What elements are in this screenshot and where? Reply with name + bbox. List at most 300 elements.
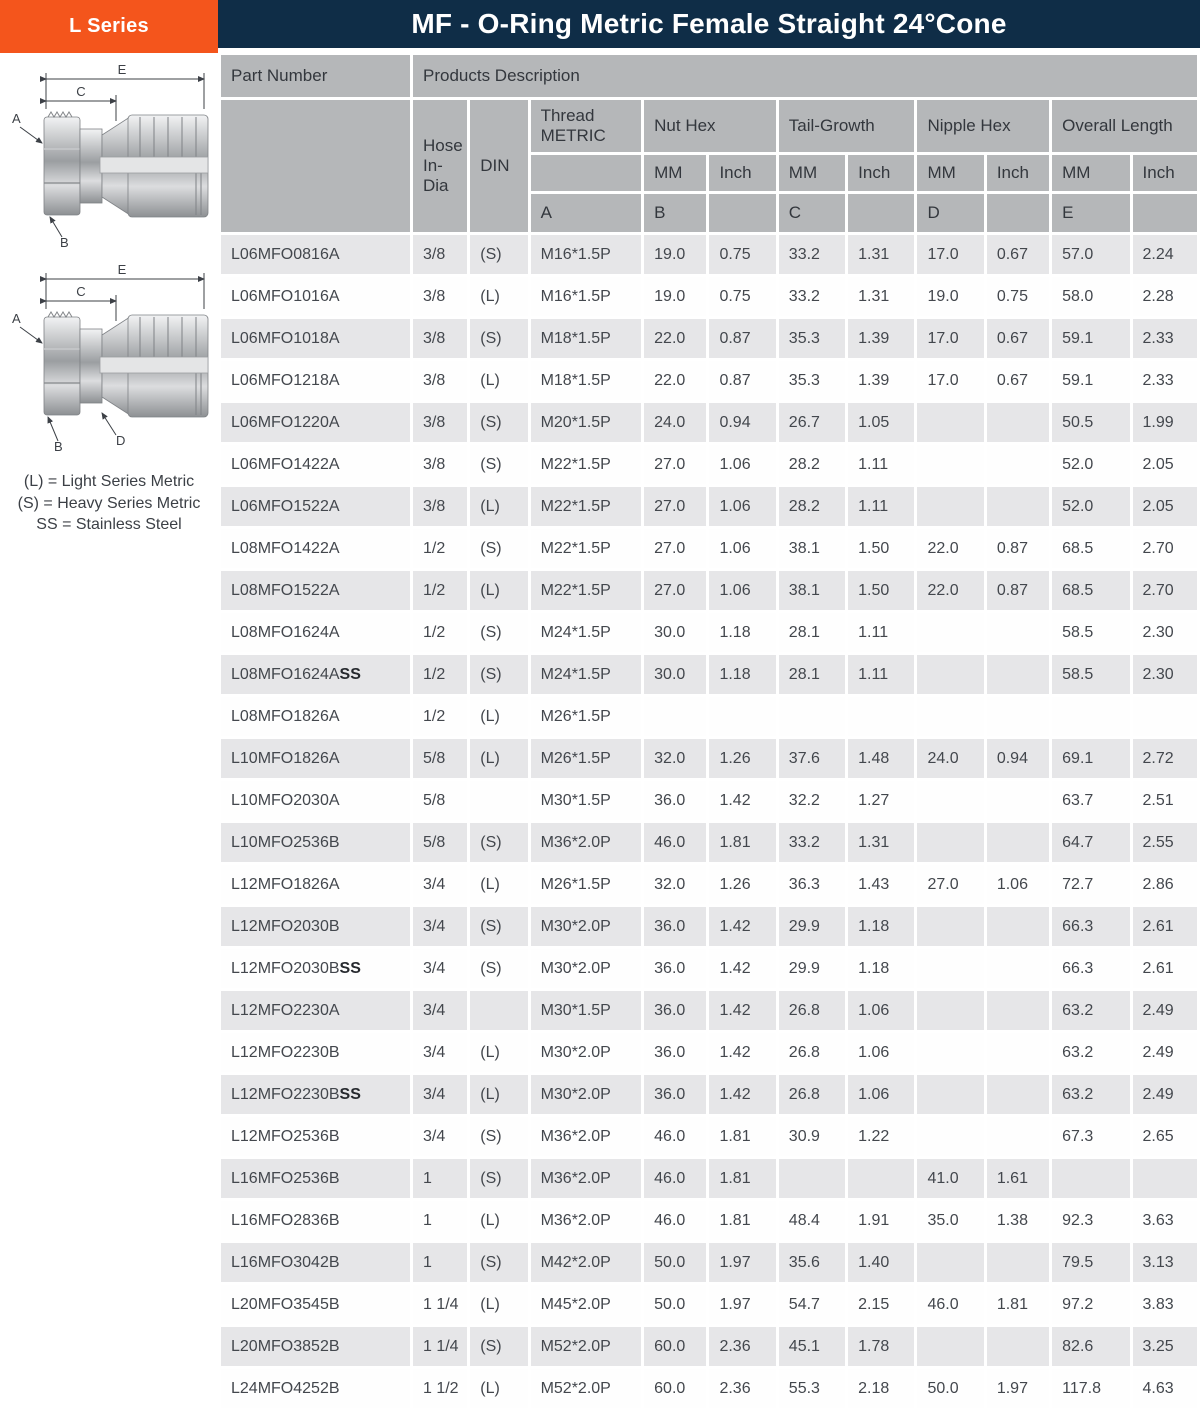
nipple-hex-inch-cell: 1.06 — [987, 865, 1049, 904]
nipple-hex-inch-cell: 0.67 — [987, 235, 1049, 274]
nut-hex-inch-cell: 0.75 — [709, 235, 775, 274]
nut-hex-mm-cell: 46.0 — [644, 1117, 706, 1156]
hose-dia-cell: 5/8 — [413, 823, 467, 862]
overall-length-inch-cell: 2.49 — [1133, 1033, 1197, 1072]
dim-label-b: B — [54, 439, 63, 454]
tail-growth-inch-cell: 1.31 — [848, 823, 914, 862]
nut-hex-mm-cell: 32.0 — [644, 865, 706, 904]
overall-length-inch-cell: 2.05 — [1133, 487, 1197, 526]
nut-hex-mm-cell: 19.0 — [644, 277, 706, 316]
page-title-bar — [218, 0, 1200, 48]
nut-hex-inch-cell — [709, 697, 775, 736]
part-number-cell: L10MFO1826A — [221, 739, 410, 778]
overall-length-inch-cell — [1133, 697, 1197, 736]
thread-cell: M30*2.0P — [531, 907, 642, 946]
tail-growth-mm-cell: 33.2 — [779, 823, 845, 862]
dim-label-d: D — [116, 433, 126, 448]
tail-growth-inch-cell: 1.39 — [848, 319, 914, 358]
thread-cell: M30*2.0P — [531, 949, 642, 988]
overall-length-mm-cell: 68.5 — [1052, 529, 1129, 568]
table-row — [221, 1159, 1197, 1198]
nipple-hex-inch-cell: 1.38 — [987, 1201, 1049, 1240]
overall-length-inch-cell: 2.61 — [1133, 907, 1197, 946]
hose-dia-cell: 3/8 — [413, 277, 467, 316]
nut-hex-inch-cell: 0.94 — [709, 403, 775, 442]
nipple-hex-mm-cell: 17.0 — [917, 319, 983, 358]
thread-cell: M52*2.0P — [531, 1327, 642, 1366]
overall-length-mm-cell: 63.2 — [1052, 1075, 1129, 1114]
dim-label-e: E — [117, 62, 127, 77]
part-number-cell: L08MFO1624ASS — [221, 655, 410, 694]
col-header-part-number: Part Number — [221, 55, 410, 97]
series-legend — [0, 471, 218, 536]
nipple-hex-mm-cell — [917, 403, 983, 442]
tail-growth-mm-cell: 30.9 — [779, 1117, 845, 1156]
nipple-hex-inch-cell — [987, 907, 1049, 946]
hose-dia-cell: 3/8 — [413, 403, 467, 442]
tail-growth-mm-cell: 28.2 — [779, 487, 845, 526]
nut-hex-mm-cell: 36.0 — [644, 907, 706, 946]
din-cell: (S) — [470, 655, 527, 694]
nut-hex-mm-cell: 60.0 — [644, 1327, 706, 1366]
tail-growth-inch-cell: 1.18 — [848, 907, 914, 946]
nut-hex-mm-cell: 36.0 — [644, 949, 706, 988]
din-cell: (S) — [470, 1159, 527, 1198]
din-cell: (S) — [470, 529, 527, 568]
nipple-hex-mm-cell — [917, 1243, 983, 1282]
hose-dia-cell: 1 1/4 — [413, 1327, 467, 1366]
unit-header-mm: MM — [917, 155, 983, 191]
table-row — [221, 1075, 1197, 1114]
nut-hex-inch-cell: 0.75 — [709, 277, 775, 316]
tail-growth-inch-cell: 1.48 — [848, 739, 914, 778]
overall-length-mm-cell: 64.7 — [1052, 823, 1129, 862]
din-cell: (S) — [470, 907, 527, 946]
col-header-overall-length: Overall Length — [1052, 100, 1197, 152]
tail-growth-mm-cell: 35.3 — [779, 361, 845, 400]
overall-length-mm-cell: 117.8 — [1052, 1369, 1129, 1408]
hose-dia-cell: 3/8 — [413, 319, 467, 358]
nipple-hex-inch-cell — [987, 1327, 1049, 1366]
thread-cell: M26*1.5P — [531, 865, 642, 904]
header-spacer-cell — [709, 194, 775, 232]
nut-hex-inch-cell: 1.42 — [709, 991, 775, 1030]
din-cell — [470, 991, 527, 1030]
tail-growth-mm-cell: 35.3 — [779, 319, 845, 358]
col-header-tail-growth: Tail-Growth — [779, 100, 915, 152]
fitting-diagram-2 — [4, 261, 214, 457]
overall-length-inch-cell: 2.33 — [1133, 361, 1197, 400]
din-cell: (S) — [470, 949, 527, 988]
nipple-hex-inch-cell — [987, 613, 1049, 652]
tail-growth-mm-cell: 33.2 — [779, 277, 845, 316]
tail-growth-inch-cell: 1.06 — [848, 991, 914, 1030]
unit-header-inch: Inch — [1133, 155, 1197, 191]
nipple-hex-mm-cell — [917, 1033, 983, 1072]
nipple-hex-mm-cell — [917, 781, 983, 820]
part-number-cell: L24MFO4252B — [221, 1369, 410, 1408]
thread-cell: M36*2.0P — [531, 1201, 642, 1240]
nipple-hex-inch-cell: 0.75 — [987, 277, 1049, 316]
din-cell: (S) — [470, 319, 527, 358]
series-label: L Series — [69, 15, 149, 37]
din-cell: (L) — [470, 1369, 527, 1408]
nut-hex-inch-cell: 1.81 — [709, 1117, 775, 1156]
table-row — [221, 277, 1197, 316]
overall-length-inch-cell: 2.28 — [1133, 277, 1197, 316]
tail-growth-inch-cell: 1.11 — [848, 655, 914, 694]
tail-growth-inch-cell: 2.15 — [848, 1285, 914, 1324]
fitting-body — [44, 112, 208, 217]
nut-hex-inch-cell: 1.06 — [709, 529, 775, 568]
table-row — [221, 487, 1197, 526]
nipple-hex-mm-cell: 35.0 — [917, 1201, 983, 1240]
tail-growth-mm-cell: 38.1 — [779, 529, 845, 568]
unit-header-mm: MM — [779, 155, 845, 191]
overall-length-inch-cell: 2.61 — [1133, 949, 1197, 988]
sidebar — [0, 53, 218, 536]
nipple-hex-mm-cell — [917, 949, 983, 988]
part-number-cell: L10MFO2030A — [221, 781, 410, 820]
table-row — [221, 613, 1197, 652]
nut-hex-mm-cell: 46.0 — [644, 1201, 706, 1240]
thread-cell: M52*2.0P — [531, 1369, 642, 1408]
nipple-hex-mm-cell — [917, 613, 983, 652]
din-cell: (L) — [470, 865, 527, 904]
tail-growth-inch-cell: 1.31 — [848, 277, 914, 316]
part-number-cell: L06MFO0816A — [221, 235, 410, 274]
nipple-hex-inch-cell — [987, 1117, 1049, 1156]
din-cell: (L) — [470, 361, 527, 400]
overall-length-mm-cell: 58.0 — [1052, 277, 1129, 316]
tail-growth-inch-cell: 1.22 — [848, 1117, 914, 1156]
nut-hex-mm-cell: 27.0 — [644, 487, 706, 526]
thread-cell: M22*1.5P — [531, 529, 642, 568]
overall-length-mm-cell: 63.2 — [1052, 991, 1129, 1030]
letter-header-a: A — [531, 194, 642, 232]
legend-line-heavy: (S) = Heavy Series Metric — [17, 494, 201, 512]
tail-growth-mm-cell: 55.3 — [779, 1369, 845, 1408]
din-cell: (S) — [470, 445, 527, 484]
din-cell: (L) — [470, 571, 527, 610]
overall-length-inch-cell: 2.05 — [1133, 445, 1197, 484]
overall-length-mm-cell: 92.3 — [1052, 1201, 1129, 1240]
overall-length-mm-cell: 57.0 — [1052, 235, 1129, 274]
hose-dia-cell: 3/4 — [413, 1075, 467, 1114]
tail-growth-mm-cell: 45.1 — [779, 1327, 845, 1366]
hose-dia-cell: 1/2 — [413, 529, 467, 568]
overall-length-mm-cell: 59.1 — [1052, 361, 1129, 400]
tail-growth-inch-cell: 1.78 — [848, 1327, 914, 1366]
hose-dia-cell: 3/8 — [413, 361, 467, 400]
nut-hex-mm-cell: 60.0 — [644, 1369, 706, 1408]
part-number-cell: L10MFO2536B — [221, 823, 410, 862]
nipple-hex-mm-cell — [917, 823, 983, 862]
dim-label-a: A — [12, 311, 21, 326]
overall-length-inch-cell: 2.49 — [1133, 991, 1197, 1030]
part-number-cell: L08MFO1826A — [221, 697, 410, 736]
nipple-hex-mm-cell — [917, 1327, 983, 1366]
part-number-cell: L12MFO2230BSS — [221, 1075, 410, 1114]
unit-header-inch: Inch — [987, 155, 1049, 191]
nipple-hex-mm-cell: 27.0 — [917, 865, 983, 904]
nipple-hex-inch-cell — [987, 655, 1049, 694]
hose-dia-cell: 3/4 — [413, 865, 467, 904]
part-number-cell: L12MFO2230B — [221, 1033, 410, 1072]
nipple-hex-mm-cell: 22.0 — [917, 529, 983, 568]
tail-growth-mm-cell — [779, 1159, 845, 1198]
table-row — [221, 1201, 1197, 1240]
nipple-hex-inch-cell — [987, 949, 1049, 988]
part-number-cell: L06MFO1522A — [221, 487, 410, 526]
thread-cell: M42*2.0P — [531, 1243, 642, 1282]
overall-length-mm-cell: 68.5 — [1052, 571, 1129, 610]
thread-cell: M16*1.5P — [531, 235, 642, 274]
thread-cell: M20*1.5P — [531, 403, 642, 442]
din-cell: (L) — [470, 697, 527, 736]
tail-growth-inch-cell: 1.31 — [848, 235, 914, 274]
letter-header-d: D — [917, 194, 983, 232]
overall-length-inch-cell — [1133, 1159, 1197, 1198]
tail-growth-inch-cell: 1.06 — [848, 1075, 914, 1114]
part-number-cell: L08MFO1522A — [221, 571, 410, 610]
overall-length-mm-cell: 97.2 — [1052, 1285, 1129, 1324]
nut-hex-inch-cell: 1.18 — [709, 613, 775, 652]
din-cell — [470, 781, 527, 820]
table-row — [221, 1369, 1197, 1408]
hose-dia-cell: 1/2 — [413, 571, 467, 610]
col-header-din: DIN — [470, 100, 527, 232]
tail-growth-inch-cell: 1.11 — [848, 445, 914, 484]
part-number-cell: L06MFO1422A — [221, 445, 410, 484]
nipple-hex-mm-cell: 19.0 — [917, 277, 983, 316]
nut-hex-mm-cell: 22.0 — [644, 361, 706, 400]
nut-hex-inch-cell: 0.87 — [709, 361, 775, 400]
din-cell: (L) — [470, 277, 527, 316]
overall-length-inch-cell: 2.30 — [1133, 655, 1197, 694]
nut-hex-mm-cell — [644, 697, 706, 736]
thread-cell: M26*1.5P — [531, 697, 642, 736]
nut-hex-mm-cell: 27.0 — [644, 445, 706, 484]
nut-hex-mm-cell: 36.0 — [644, 781, 706, 820]
table-row — [221, 1243, 1197, 1282]
nipple-hex-inch-cell — [987, 991, 1049, 1030]
tail-growth-inch-cell: 1.11 — [848, 487, 914, 526]
nut-hex-inch-cell: 1.18 — [709, 655, 775, 694]
hose-dia-cell: 1/2 — [413, 655, 467, 694]
table-row — [221, 949, 1197, 988]
hose-dia-cell: 3/4 — [413, 1033, 467, 1072]
tail-growth-mm-cell: 28.1 — [779, 613, 845, 652]
tail-growth-mm-cell: 26.7 — [779, 403, 845, 442]
nipple-hex-inch-cell: 0.94 — [987, 739, 1049, 778]
nut-hex-mm-cell: 50.0 — [644, 1243, 706, 1282]
hose-dia-cell: 1 — [413, 1159, 467, 1198]
nipple-hex-mm-cell: 17.0 — [917, 235, 983, 274]
tail-growth-mm-cell: 36.3 — [779, 865, 845, 904]
part-number-cell: L12MFO2230A — [221, 991, 410, 1030]
unit-header-mm: MM — [644, 155, 706, 191]
nipple-hex-inch-cell — [987, 487, 1049, 526]
nipple-hex-mm-cell — [917, 487, 983, 526]
tail-growth-mm-cell: 32.2 — [779, 781, 845, 820]
part-number-cell: L06MFO1220A — [221, 403, 410, 442]
hose-dia-cell: 3/8 — [413, 235, 467, 274]
unit-header-inch: Inch — [848, 155, 914, 191]
dim-label-e: E — [117, 262, 127, 277]
dim-label-c: C — [76, 284, 86, 299]
overall-length-inch-cell: 2.30 — [1133, 613, 1197, 652]
tail-growth-inch-cell: 1.50 — [848, 571, 914, 610]
dim-label-a: A — [12, 111, 21, 126]
overall-length-mm-cell: 79.5 — [1052, 1243, 1129, 1282]
hose-dia-cell: 5/8 — [413, 739, 467, 778]
nut-hex-mm-cell: 32.0 — [644, 739, 706, 778]
nipple-hex-mm-cell: 46.0 — [917, 1285, 983, 1324]
nut-hex-mm-cell: 36.0 — [644, 1075, 706, 1114]
overall-length-mm-cell: 52.0 — [1052, 487, 1129, 526]
table-row — [221, 1285, 1197, 1324]
tail-growth-inch-cell — [848, 697, 914, 736]
table-row — [221, 403, 1197, 442]
nipple-hex-inch-cell: 1.61 — [987, 1159, 1049, 1198]
tail-growth-mm-cell: 33.2 — [779, 235, 845, 274]
legend-line-light: (L) = Light Series Metric — [23, 473, 195, 490]
tail-growth-inch-cell: 1.18 — [848, 949, 914, 988]
tail-growth-inch-cell: 1.43 — [848, 865, 914, 904]
din-cell: (L) — [470, 1033, 527, 1072]
overall-length-mm-cell: 50.5 — [1052, 403, 1129, 442]
din-cell: (S) — [470, 1327, 527, 1366]
din-cell: (L) — [470, 1285, 527, 1324]
nipple-hex-mm-cell — [917, 697, 983, 736]
nut-hex-mm-cell: 24.0 — [644, 403, 706, 442]
din-cell: (S) — [470, 403, 527, 442]
part-number-cell: L16MFO2536B — [221, 1159, 410, 1198]
overall-length-mm-cell: 59.1 — [1052, 319, 1129, 358]
thread-cell: M30*1.5P — [531, 991, 642, 1030]
nipple-hex-mm-cell: 41.0 — [917, 1159, 983, 1198]
hose-dia-cell: 1 1/2 — [413, 1369, 467, 1408]
nipple-hex-inch-cell: 0.87 — [987, 529, 1049, 568]
spec-table-wrap — [218, 52, 1200, 1411]
nipple-hex-mm-cell — [917, 1117, 983, 1156]
nipple-hex-inch-cell — [987, 781, 1049, 820]
thread-cell: M22*1.5P — [531, 445, 642, 484]
overall-length-inch-cell: 3.13 — [1133, 1243, 1197, 1282]
nut-hex-inch-cell: 1.97 — [709, 1243, 775, 1282]
thread-cell: M22*1.5P — [531, 487, 642, 526]
nut-hex-inch-cell: 1.81 — [709, 1159, 775, 1198]
part-number-cell: L12MFO2030B — [221, 907, 410, 946]
din-cell: (S) — [470, 823, 527, 862]
overall-length-mm-cell — [1052, 1159, 1129, 1198]
part-number-cell: L20MFO3545B — [221, 1285, 410, 1324]
letter-header-c: C — [779, 194, 845, 232]
hose-dia-cell: 1/2 — [413, 613, 467, 652]
thread-cell: M30*1.5P — [531, 781, 642, 820]
table-row — [221, 739, 1197, 778]
nut-hex-inch-cell: 1.06 — [709, 571, 775, 610]
hose-dia-cell: 3/4 — [413, 949, 467, 988]
part-number-cell: L20MFO3852B — [221, 1327, 410, 1366]
nipple-hex-inch-cell — [987, 1033, 1049, 1072]
nipple-hex-mm-cell: 24.0 — [917, 739, 983, 778]
overall-length-inch-cell: 1.99 — [1133, 403, 1197, 442]
part-number-cell: L12MFO2536B — [221, 1117, 410, 1156]
tail-growth-inch-cell: 1.39 — [848, 361, 914, 400]
col-header-products-description: Products Description — [413, 55, 1197, 97]
din-cell: (S) — [470, 1243, 527, 1282]
col-header-hose-in-dia: Hose In-Dia — [413, 100, 467, 232]
overall-length-inch-cell: 2.24 — [1133, 235, 1197, 274]
nut-hex-mm-cell: 30.0 — [644, 613, 706, 652]
table-row — [221, 865, 1197, 904]
din-cell: (L) — [470, 1075, 527, 1114]
nipple-hex-inch-cell: 0.87 — [987, 571, 1049, 610]
nipple-hex-inch-cell: 1.97 — [987, 1369, 1049, 1408]
tail-growth-inch-cell: 1.05 — [848, 403, 914, 442]
overall-length-inch-cell: 2.72 — [1133, 739, 1197, 778]
nipple-hex-mm-cell — [917, 991, 983, 1030]
table-header — [221, 55, 1197, 232]
nut-hex-inch-cell: 1.26 — [709, 739, 775, 778]
table-row — [221, 1117, 1197, 1156]
page-title: MF - O-Ring Metric Female Straight 24°Cone — [411, 8, 1007, 39]
nipple-hex-mm-cell — [917, 1075, 983, 1114]
overall-length-inch-cell: 2.49 — [1133, 1075, 1197, 1114]
table-row — [221, 697, 1197, 736]
spec-table — [218, 52, 1200, 1411]
table-row — [221, 319, 1197, 358]
table-row — [221, 529, 1197, 568]
nipple-hex-inch-cell — [987, 823, 1049, 862]
tail-growth-mm-cell: 29.9 — [779, 949, 845, 988]
letter-header-e: E — [1052, 194, 1129, 232]
hose-dia-cell: 3/8 — [413, 445, 467, 484]
din-cell: (S) — [470, 1117, 527, 1156]
nut-hex-mm-cell: 46.0 — [644, 1159, 706, 1198]
nut-hex-inch-cell: 1.42 — [709, 781, 775, 820]
din-cell: (S) — [470, 235, 527, 274]
overall-length-mm-cell: 67.3 — [1052, 1117, 1129, 1156]
nipple-hex-inch-cell — [987, 1075, 1049, 1114]
overall-length-inch-cell: 2.33 — [1133, 319, 1197, 358]
overall-length-mm-cell: 69.1 — [1052, 739, 1129, 778]
din-cell: (L) — [470, 487, 527, 526]
table-row — [221, 991, 1197, 1030]
part-number-cell: L06MFO1218A — [221, 361, 410, 400]
nipple-hex-mm-cell — [917, 445, 983, 484]
hose-dia-cell: 1 1/4 — [413, 1285, 467, 1324]
nut-hex-inch-cell: 1.81 — [709, 1201, 775, 1240]
tail-growth-inch-cell: 1.50 — [848, 529, 914, 568]
tail-growth-inch-cell: 1.27 — [848, 781, 914, 820]
header-spacer-cell — [531, 155, 642, 191]
thread-cell: M24*1.5P — [531, 655, 642, 694]
hose-dia-cell: 1 — [413, 1201, 467, 1240]
nut-hex-inch-cell: 1.26 — [709, 865, 775, 904]
tail-growth-inch-cell: 2.18 — [848, 1369, 914, 1408]
tail-growth-mm-cell: 26.8 — [779, 991, 845, 1030]
nut-hex-mm-cell: 36.0 — [644, 991, 706, 1030]
nut-hex-inch-cell: 1.97 — [709, 1285, 775, 1324]
overall-length-inch-cell: 2.55 — [1133, 823, 1197, 862]
tail-growth-mm-cell: 26.8 — [779, 1075, 845, 1114]
header-spacer-cell — [848, 194, 914, 232]
nut-hex-inch-cell: 1.42 — [709, 949, 775, 988]
thread-cell: M36*2.0P — [531, 823, 642, 862]
